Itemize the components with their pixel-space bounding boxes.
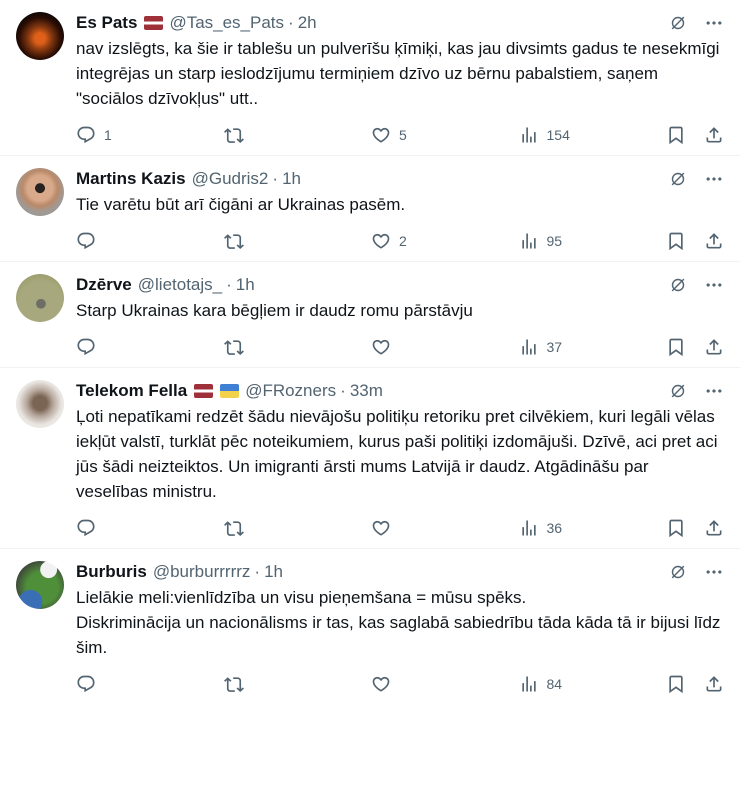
views-button[interactable] <box>519 125 667 145</box>
user-handle[interactable]: @Gudris2 <box>191 169 269 188</box>
like-button[interactable] <box>371 674 519 694</box>
view-count: 37 <box>546 339 563 355</box>
tweet-text-line: Diskriminācija un nacionālisms ir tas, kas saglabā sabiedrību tāda kāda tā ir bijusi līdz šim. <box>76 613 721 657</box>
separator-dot: · <box>288 13 294 32</box>
hide-tweet-icon[interactable] <box>668 381 688 401</box>
hide-tweet-icon[interactable] <box>668 562 688 582</box>
reply-count: 1 <box>104 127 112 143</box>
reply-button[interactable] <box>76 674 224 694</box>
separator-dot: · <box>272 169 279 188</box>
latvia-flag-icon <box>144 16 163 30</box>
timestamp[interactable]: 1h <box>282 169 301 188</box>
bookmark-button[interactable] <box>666 518 686 538</box>
view-count: 95 <box>546 233 563 249</box>
separator-dot: · <box>226 275 232 294</box>
separator-dot: · <box>340 381 346 400</box>
tweet-text-line: Lielākie meli:vienlīdzība un visu pieņemšana = mūsu spēks. <box>76 588 527 607</box>
more-icon[interactable] <box>704 381 724 401</box>
display-name[interactable]: Es Pats <box>76 13 138 32</box>
tweet-text: Ļoti nepatīkami redzēt šādu nievājošu politiķu retoriku pret cilvēkiem, kuri legāli vēlas iekļūt valstī, turklāt pēc noteikumiem, kurus paši politiķi izdomājuši. Dzīvē, aci pret aci jūs šādi neizteiktos. Un imigranti ārsti mums Latvijā ir daudz. Atgādināšu par veselības ministru. <box>76 407 718 501</box>
user-handle[interactable]: @burburrrrrz <box>152 562 251 581</box>
timestamp[interactable]: 1h <box>235 275 255 294</box>
view-count: 84 <box>546 676 563 692</box>
avatar[interactable] <box>16 274 64 322</box>
repost-button[interactable] <box>224 518 372 538</box>
bookmark-button[interactable] <box>666 674 686 694</box>
like-button[interactable] <box>371 337 519 357</box>
tweet[interactable] <box>0 0 740 156</box>
view-count: 36 <box>546 520 563 536</box>
tweet[interactable] <box>0 156 740 262</box>
like-button[interactable] <box>371 125 519 145</box>
views-button[interactable] <box>519 674 667 694</box>
reply-button[interactable] <box>76 518 224 538</box>
user-handle[interactable]: @lietotajs_ <box>137 275 223 294</box>
avatar[interactable] <box>16 561 64 609</box>
tweet[interactable] <box>0 549 740 704</box>
hide-tweet-icon[interactable] <box>668 13 688 33</box>
share-button[interactable] <box>704 125 724 145</box>
display-name[interactable]: Burburis <box>76 562 147 581</box>
more-icon[interactable] <box>704 562 724 582</box>
share-button[interactable] <box>704 674 724 694</box>
bookmark-button[interactable] <box>666 337 686 357</box>
more-icon[interactable] <box>704 275 724 295</box>
reply-button[interactable] <box>76 231 224 251</box>
view-count: 154 <box>546 127 570 143</box>
timestamp[interactable]: 1h <box>264 562 283 581</box>
display-name[interactable]: Dzērve <box>76 275 132 294</box>
ukraine-flag-icon <box>220 384 239 398</box>
like-count: 5 <box>399 127 407 143</box>
share-button[interactable] <box>704 518 724 538</box>
share-button[interactable] <box>704 337 724 357</box>
share-button[interactable] <box>704 231 724 251</box>
display-name[interactable]: Telekom Fella <box>76 381 188 400</box>
repost-button[interactable] <box>224 337 372 357</box>
latvia-flag-icon <box>194 384 213 398</box>
bookmark-button[interactable] <box>666 125 686 145</box>
tweet-text: Tie varētu būt arī čigāni ar Ukrainas pasēm. <box>76 195 406 214</box>
repost-button[interactable] <box>224 674 372 694</box>
display-name[interactable]: Martins Kazis <box>76 169 186 188</box>
reply-button[interactable] <box>76 125 224 145</box>
timestamp[interactable]: 33m <box>349 381 383 400</box>
tweet-text <box>76 585 724 660</box>
hide-tweet-icon[interactable] <box>668 275 688 295</box>
tweet[interactable] <box>0 262 740 368</box>
user-handle[interactable]: @Tas_es_Pats <box>169 13 285 32</box>
like-button[interactable] <box>371 518 519 538</box>
user-handle[interactable]: @FRozners <box>245 381 337 400</box>
repost-button[interactable] <box>224 125 372 145</box>
tweet-text: Starp Ukrainas kara bēgļiem ir daudz romu pārstāvju <box>76 301 473 320</box>
reply-button[interactable] <box>76 337 224 357</box>
repost-button[interactable] <box>224 231 372 251</box>
avatar[interactable] <box>16 168 64 216</box>
hide-tweet-icon[interactable] <box>668 169 688 189</box>
views-button[interactable] <box>519 337 667 357</box>
like-button[interactable] <box>371 231 519 251</box>
more-icon[interactable] <box>704 13 724 33</box>
separator-dot: · <box>254 562 261 581</box>
bookmark-button[interactable] <box>666 231 686 251</box>
views-button[interactable] <box>519 231 667 251</box>
more-icon[interactable] <box>704 169 724 189</box>
like-count: 2 <box>399 233 407 249</box>
timestamp[interactable]: 2h <box>297 13 317 32</box>
tweet[interactable] <box>0 368 740 549</box>
tweet-text: nav izslēgts, ka šie ir tablešu un pulverīšu ķīmiķi, kas jau divsimts gadus te nesekmīgi integrējas un starp ieslodzījumu termiņiem dzīvo uz bērnu pabalstiem, saņem "sociālos dzīvokļus" utt.. <box>76 39 720 108</box>
avatar[interactable] <box>16 380 64 428</box>
avatar[interactable] <box>16 12 64 60</box>
views-button[interactable] <box>519 518 667 538</box>
